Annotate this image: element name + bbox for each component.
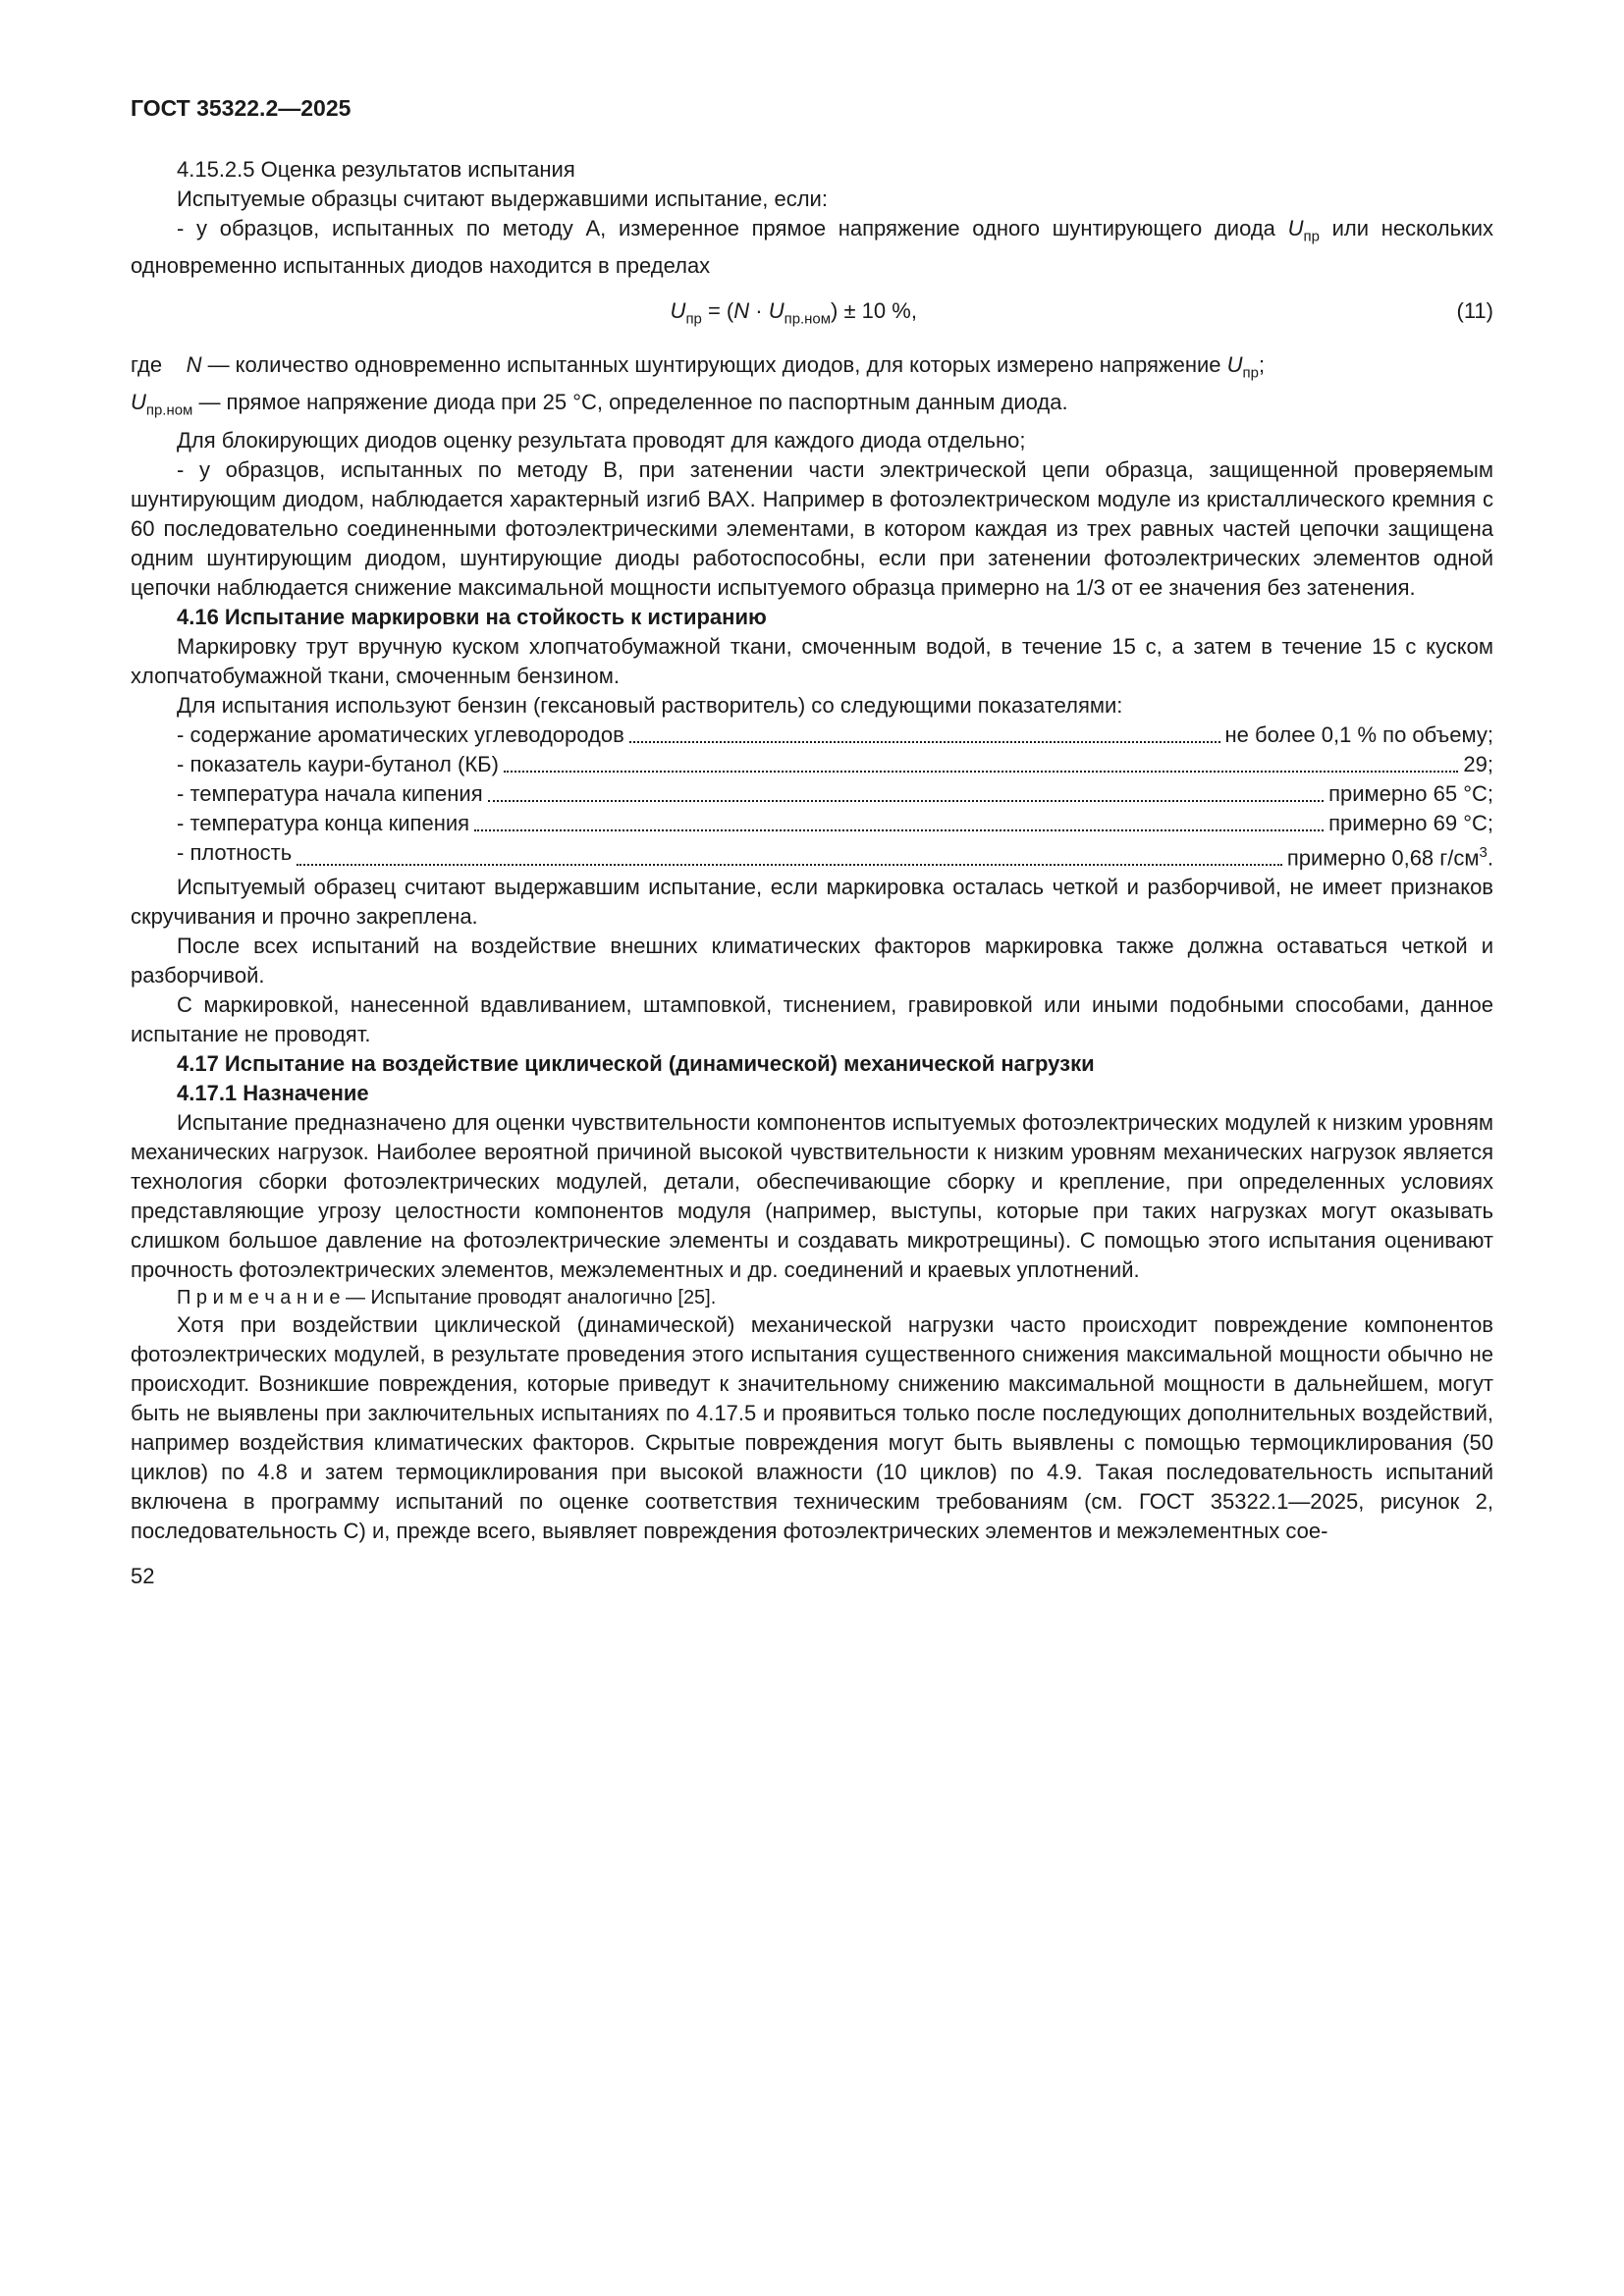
paragraph-23: Хотя при воздействии циклической (динамической) механической нагрузки часто происходит повреждение компонентов фотоэлектрических модулей, в результате проведения этого испытания существенного снижения максимальной мощности обычно не происходит. Возникшие повреждения, которые приведут к значительному снижению максимальной мощности в дальнейшем, могут быть не выявлены при заключительных испытаниях по 4.17.5 и проявиться только после последующих дополнительных воздействий, например воздействия климатических факторов. Скрытые повреждения могут быть выявлены с помощью термоциклирования (50 циклов) по 4.8 и затем термоциклирования при высокой влажности (10 циклов) по 4.9. Такая последовательность испытаний включена в программу испытаний по оценке соответствия техническим требованиям (см. ГОСТ 35322.1—2025, рисунок 2, последовательность С) и, прежде всего, выявляет повреждения фотоэлектрических элементов и межэлементных сое-	[131, 1311, 1493, 1543]
paragraph-2: - у образцов, испытанных по методу А, измеренное прямое напряжение одного шунтирующего диода $U_{пр}$ или нескольких одновременно испытанных диодов находится в пределах	[131, 216, 1493, 279]
paragraph-21: Испытание предназначено для оценки чувствительности компонентов испытуемых фотоэлектрических модулей к низким уровням механических нагрузок. Наиболее вероятной причиной высокой чувствительности к низким уровням механических нагрузок является технология сборки фотоэлектрических модулей, детали, обеспечивающие сборку и крепление, при определенных условиях представляющие угрозу целостности компонентов модуля (например, выступы, которые при таких нагрузках могут оказывать слишком большое давление на фотоэлектрические элементы и создавать микротрещины). С помощью этого испытания оценивают прочность фотоэлектрических элементов, межэлементных и др. соединений и краевых уплотнений.	[131, 1109, 1493, 1282]
dot-leader	[504, 750, 1459, 773]
section-heading-19: 4.17 Испытание на воздействие циклической (динамической) механической нагрузки	[177, 1050, 1095, 1076]
dotted-item-value: 29;	[1463, 751, 1493, 776]
dotted-item-label: - плотность	[177, 839, 293, 865]
dotted-list-item-13	[131, 779, 1493, 809]
paragraph-0: 4.15.2.5 Оценка результатов испытания	[177, 157, 575, 182]
dotted-item-label: - содержание ароматических углеводородов	[177, 721, 624, 747]
note-paragraph-22: П р и м е ч а н и е — Испытание проводят аналогично [25].	[177, 1286, 717, 1308]
dotted-list-item-11	[131, 721, 1493, 750]
dot-leader	[297, 838, 1282, 866]
paragraph-7: - у образцов, испытанных по методу В, при затенении части электрической цепи образца, защищенной проверяемым шунтирующим диодом, наблюдается характерный изгиб ВАХ. Например в фотоэлектрическом модуле из кристаллического кремния с 60 последовательно соединенными фотоэлектрическими элементами, в котором каждая из трех равных частей цепочки защищена одним шунтирующим диодом, шунтирующие диоды работоспособны, если при затенении фотоэлектрических элементов одной цепочки наблюдается снижение максимальной мощности испытуемого образца примерно на 1/3 от ее значения без затенения.	[131, 456, 1493, 600]
paragraph-hanging-5: $U_{пр.ном}$ — прямое напряжение диода при 25 °C, определенное по паспортным данным диода.	[131, 390, 1068, 419]
paragraph-17: После всех испытаний на воздействие внешних климатических факторов маркировка также должна оставаться четкой и разборчивой.	[131, 933, 1493, 988]
dotted-item-value: не более 0,1 % по объему;	[1224, 721, 1493, 747]
section-heading-20: 4.17.1 Назначение	[177, 1080, 369, 1105]
dotted-item-label: - показатель каури-бутанол (КБ)	[177, 751, 499, 776]
equation-number: (11)	[1456, 298, 1493, 324]
paragraph-hanging-4: где N — количество одновременно испытанных шунтирующих диодов, для которых измерено напряжение $U_{пр}$;	[131, 351, 1266, 382]
dotted-list-item-14	[131, 809, 1493, 838]
paragraph-6: Для блокирующих диодов оценку результата проводят для каждого диода отдельно;	[177, 427, 1026, 453]
document-content	[131, 155, 1493, 1546]
dotted-item-value: примерно 0,68 $г/см^3$.	[1286, 843, 1493, 870]
paragraph-16: Испытуемый образец считают выдержавшим испытание, если маркировка осталась четкой и разборчивой, не имеет признаков скручивания и прочно закреплена.	[131, 874, 1493, 929]
paragraph-9: Маркировку трут вручную куском хлопчатобумажной ткани, смоченным водой, в течение 15 с, а затем в течение 15 с куском хлопчатобумажной ткани, смоченным бензином.	[131, 633, 1493, 688]
dotted-list-item-15	[131, 838, 1493, 873]
dot-leader	[629, 721, 1220, 743]
section-heading-8: 4.16 Испытание маркировки на стойкость к истиранию	[177, 604, 767, 629]
dotted-list-item-12	[131, 750, 1493, 779]
dot-leader	[474, 809, 1324, 831]
dotted-item-value: примерно 69 °C;	[1328, 810, 1493, 835]
paragraph-1: Испытуемые образцы считают выдержавшими испытание, если:	[177, 187, 828, 211]
dotted-item-label: - температура конца кипения	[177, 810, 470, 835]
formula: $U_{пр} = (N \cdot U_{пр.ном}) \pm 10$ %,	[670, 298, 917, 328]
formula-row-3	[131, 296, 1493, 334]
page-number: 52	[131, 1563, 155, 1588]
paragraph-10: Для испытания используют бензин (гексановый растворитель) со следующими показателями:	[177, 692, 1123, 718]
dot-leader	[488, 779, 1324, 802]
dotted-item-label: - температура начала кипения	[177, 780, 483, 806]
document-header: ГОСТ 35322.2—2025	[131, 95, 352, 121]
dotted-item-value: примерно 65 °C;	[1328, 780, 1493, 806]
paragraph-18: С маркировкой, нанесенной вдавливанием, штамповкой, тиснением, гравировкой или иными подобными способами, данное испытание не проводят.	[131, 991, 1493, 1046]
